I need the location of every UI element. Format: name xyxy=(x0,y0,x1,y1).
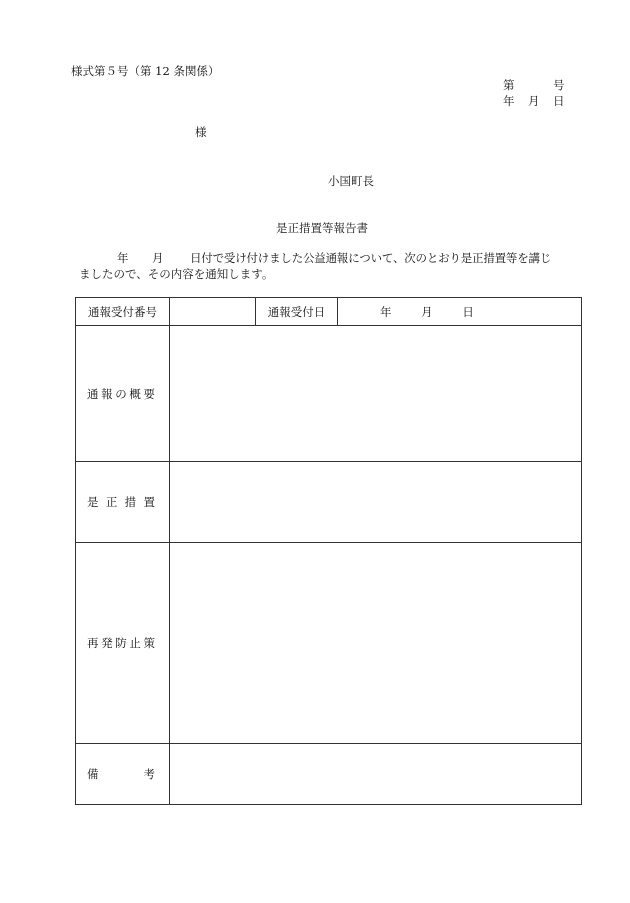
recurrence-prevention-label: 再発防止策 xyxy=(87,636,155,650)
addressee-suffix: 様 xyxy=(195,125,207,139)
document-title: 是正措置等報告書 xyxy=(276,221,368,235)
number-prefix: 第 xyxy=(503,78,515,92)
corrective-measures-label-cell xyxy=(76,462,170,543)
remarks-label: 備考 xyxy=(87,767,155,781)
recurrence-prevention-field[interactable] xyxy=(170,543,582,744)
corrective-measures-label: 是正措置 xyxy=(87,495,155,509)
report-table xyxy=(75,297,582,805)
body-line1: 日付で受け付けました公益通報について、次のとおり是正措置等を講じ xyxy=(190,251,552,265)
form-id: 様式第５号（第 12 条関係） xyxy=(71,64,220,78)
summary-field[interactable] xyxy=(170,326,582,462)
sender: 小国町長 xyxy=(328,174,374,188)
date-month: 月 xyxy=(528,94,540,108)
receipt-day: 日 xyxy=(462,304,474,319)
receipt-date-label: 通報受付日 xyxy=(256,298,338,326)
receipt-year: 年 xyxy=(380,304,392,319)
date-year: 年 xyxy=(503,94,515,108)
recurrence-prevention-label-cell xyxy=(76,543,170,744)
number-suffix: 号 xyxy=(553,78,565,92)
remarks-field[interactable] xyxy=(170,744,582,805)
date-day: 日 xyxy=(553,94,565,108)
receipt-number-label: 通報受付番号 xyxy=(76,298,170,326)
remarks-label-cell xyxy=(76,744,170,805)
receipt-date-field[interactable] xyxy=(338,298,582,326)
corrective-measures-field[interactable] xyxy=(170,462,582,543)
body-line2: ましたので、その内容を通知します。 xyxy=(79,267,274,281)
receipt-month: 月 xyxy=(421,304,433,319)
body-year: 年 xyxy=(117,251,129,265)
summary-label: 通報の概要 xyxy=(87,386,155,401)
body-month: 月 xyxy=(152,251,164,265)
receipt-number-field[interactable] xyxy=(170,298,256,326)
summary-label-cell xyxy=(76,326,170,462)
